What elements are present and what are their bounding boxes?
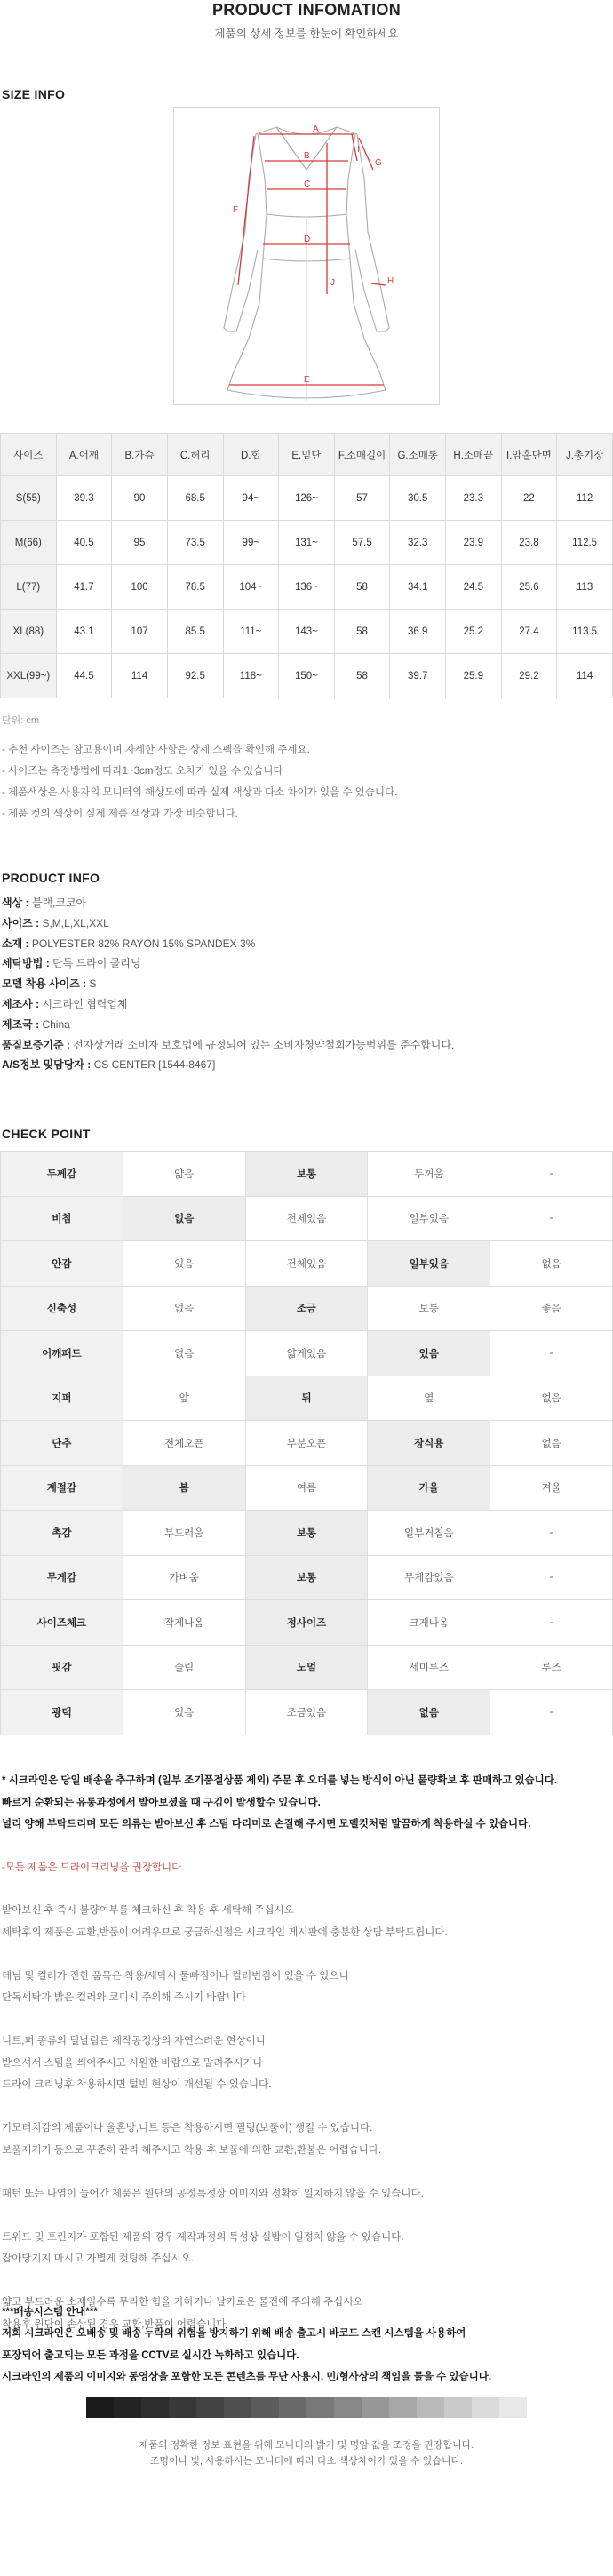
check-point-option: - [490, 1152, 613, 1197]
product-info-label: 모델 착용 사이즈 : [2, 977, 90, 991]
product-info-label: 제조사 : [2, 997, 43, 1010]
care-line: 잡아당기지 마시고 가볍게 컷팅해 주십시오. [2, 2253, 194, 2264]
check-point-option: 앞 [123, 1376, 245, 1421]
size-cell: 25.9 [446, 654, 502, 698]
product-info-item [2, 1055, 454, 1075]
size-cell: 30.5 [390, 476, 446, 521]
check-point-option: - [490, 1600, 613, 1646]
size-cell: 25.2 [446, 610, 502, 654]
size-cell: 99~ [223, 521, 279, 565]
size-table-row [1, 654, 613, 698]
size-table-row [1, 610, 613, 654]
size-cell: 24.5 [446, 565, 502, 610]
check-point-option: - [490, 1196, 613, 1241]
size-cell: 68.5 [167, 476, 223, 521]
size-cell: 43.1 [56, 610, 112, 654]
swatch-step [86, 2397, 114, 2418]
check-point-row [1, 1376, 613, 1421]
check-point-option: 루즈 [490, 1645, 613, 1690]
check-point-option: 있음 [123, 1690, 245, 1735]
product-info-value: 블랙,코코아 [31, 897, 87, 909]
size-cell: 39.3 [56, 476, 112, 521]
size-cell: 58 [334, 654, 390, 698]
size-cell: 90 [112, 476, 168, 521]
swatch-step [334, 2397, 362, 2418]
care-paragraph [2, 1966, 611, 2009]
product-info-item [2, 934, 454, 954]
check-point-label: 단추 [1, 1421, 123, 1466]
check-point-label: 사이즈체크 [1, 1600, 123, 1646]
product-info-label: 품질보증기준 : [2, 1038, 74, 1051]
swatch-step [362, 2397, 389, 2418]
check-point-option: 슬림 [123, 1645, 245, 1690]
check-point-label: 어깨패드 [1, 1331, 123, 1376]
size-note: - 제품 컷의 색상이 실제 제품 색상과 가장 비슷합니다. [2, 809, 238, 819]
notice-bold-lines [2, 1770, 611, 1836]
garment-size-diagram [173, 107, 440, 405]
check-point-option: 얇게있음 [245, 1331, 368, 1376]
care-line: 니트,퍼 종류의 털날림은 제작공정상의 자연스러운 현상이니 [2, 2036, 266, 2046]
size-cell: 57.5 [334, 521, 390, 565]
size-col-header: I.암홀단면 [501, 434, 557, 476]
care-instructions [2, 1900, 611, 2357]
size-cell: 94~ [223, 476, 279, 521]
check-point-row [1, 1555, 613, 1600]
check-point-option: 두꺼움 [368, 1152, 490, 1197]
size-note: - 사이즈는 측정방법에 따라1~3cm정도 오차가 있을 수 있습니다 [2, 766, 283, 777]
check-point-option: - [490, 1331, 613, 1376]
size-cell: 100 [112, 565, 168, 610]
product-info-item [2, 913, 454, 934]
check-point-option: 조금 [245, 1286, 368, 1331]
size-cell: 111~ [223, 610, 279, 654]
size-cell: 113 [557, 565, 613, 610]
product-info-list [2, 893, 454, 1075]
care-line: 단독세탁과 밝은 컬러와 코디시 주의해 주시기 바랍니다 [2, 1992, 246, 2003]
check-point-option: 옆 [368, 1376, 490, 1421]
size-col-header: H.소매끝 [446, 434, 502, 476]
swatch-step [444, 2397, 472, 2418]
size-cell: 95 [112, 521, 168, 565]
size-cell: 85.5 [167, 610, 223, 654]
check-point-option: 없음 [490, 1421, 613, 1466]
check-point-option: 장식용 [368, 1421, 490, 1466]
care-line: 얇고 부드러운 소재일수록 무리한 힘을 가하거나 날카로운 물건에 주의해 주십시오 [2, 2297, 363, 2308]
care-line: 데님 및 컬러가 진한 품목은 착용/세탁시 물빠짐이나 컬러번짐이 있을 수 있으니 [2, 1970, 349, 1982]
swatch-step [389, 2397, 417, 2418]
care-line: 드라이 크리닝후 착용하시면 털빈 현상이 개선될 수 있습니다. [2, 2079, 272, 2090]
size-cell: 104~ [223, 565, 279, 610]
check-point-option: - [490, 1690, 613, 1735]
check-point-label: 무게감 [1, 1555, 123, 1600]
swatch-step [472, 2397, 499, 2418]
swatch-step [251, 2397, 279, 2418]
size-note: - 제품색상은 사용자의 모니터의 해상도에 따라 실제 색상과 다소 차이가 있을 수 있습니다. [2, 787, 398, 798]
page-title: PRODUCT INFOMATION [211, 1, 402, 19]
check-point-option: 노멀 [245, 1645, 368, 1690]
check-point-option: 일부거칠음 [368, 1511, 490, 1556]
product-info-value: CS CENTER [1544-8467] [93, 1058, 216, 1072]
check-point-option: - [490, 1511, 613, 1556]
size-row-label: M(66) [1, 521, 57, 565]
check-point-option: 부드러움 [123, 1511, 245, 1556]
product-info-label: 소재 : [2, 937, 32, 950]
diagram-letter-b: B [304, 151, 310, 161]
diagram-letter-i: I [357, 145, 360, 155]
product-info-title: PRODUCT INFO [2, 871, 100, 885]
footer-line-1: 제품의 정확한 정보 표현을 위해 모니터의 밝기 및 명암 값을 조정을 권장합니다. [139, 2440, 474, 2451]
check-point-option: 보통 [245, 1511, 368, 1556]
size-cell: 58 [334, 610, 390, 654]
diagram-letter-a: A [313, 124, 319, 134]
size-cell: 23.8 [501, 521, 557, 565]
check-point-option: 없음 [368, 1690, 490, 1735]
size-cell: 41.7 [56, 565, 112, 610]
size-col-header: B.가슴 [112, 434, 168, 476]
size-cell: 92.5 [167, 654, 223, 698]
product-info-label: 세탁방법 : [2, 957, 53, 970]
check-point-row [1, 1331, 613, 1376]
check-point-option: 전체있음 [245, 1196, 368, 1241]
size-cell: 29.2 [501, 654, 557, 698]
product-info-item [2, 1035, 454, 1056]
product-info-value: 전자상거래 소비자 보호법에 규정되어 있는 소비자청약철회가능범위를 준수합니다. [73, 1038, 455, 1051]
check-point-label: 신축성 [1, 1286, 123, 1331]
size-cell: 143~ [279, 610, 335, 654]
delivery-lines [2, 2323, 611, 2389]
swatch-step [169, 2397, 196, 2418]
check-point-row [1, 1600, 613, 1646]
size-table-row [1, 565, 613, 610]
check-point-option: 얇음 [123, 1152, 245, 1197]
size-col-header: C.허리 [167, 434, 223, 476]
size-cell: 78.5 [167, 565, 223, 610]
check-point-option: 좋음 [490, 1286, 613, 1331]
care-paragraph [2, 2030, 611, 2096]
size-cell: 27.4 [501, 610, 557, 654]
care-line: 기모터치감의 제품이나 울혼방,니트 등은 착용하시면 필링(보풀이) 생길 수 있습니다. [2, 2123, 373, 2133]
product-info-item [2, 953, 454, 974]
size-cell: 32.3 [390, 521, 446, 565]
check-point-label: 계절감 [1, 1465, 123, 1511]
swatch-step [114, 2397, 141, 2418]
check-point-option: 없음 [123, 1286, 245, 1331]
check-point-row [1, 1421, 613, 1466]
swatch-step [196, 2397, 224, 2418]
diagram-letter-d: D [304, 235, 311, 244]
check-point-row [1, 1196, 613, 1241]
dry-clean-notice: -모든 제품은 드라이크리닝을 권장합니다. [2, 1862, 185, 1873]
size-cell: 126~ [279, 476, 335, 521]
check-point-option: 있음 [368, 1331, 490, 1376]
product-info-value: S [89, 977, 97, 991]
size-col-header: A.어깨 [56, 434, 112, 476]
page-header [0, 0, 613, 41]
size-cell: 136~ [279, 565, 335, 610]
care-paragraph [2, 2117, 611, 2161]
check-point-row [1, 1465, 613, 1511]
diagram-letter-j: J [330, 278, 335, 288]
size-cell: 114 [112, 654, 168, 698]
footer-line-2: 조명이나 빛, 사용하시는 모니터에 따라 다소 색상차이가 있을 수 있습니다. [149, 2456, 464, 2467]
check-point-option: 있음 [123, 1241, 245, 1287]
size-notes [2, 739, 397, 825]
check-point-option: 부분오픈 [245, 1421, 368, 1466]
size-cell: 112 [557, 476, 613, 521]
delivery-line: 시크라인의 제품의 이미지와 동영상을 포함한 모든 콘텐츠를 무단 사용시, 민/형사상의 책임을 물을 수 있습니다. [2, 2372, 492, 2382]
check-point-label: 광택 [1, 1690, 123, 1735]
size-cell: 150~ [279, 654, 335, 698]
size-cell: 57 [334, 476, 390, 521]
check-point-label: 촉감 [1, 1511, 123, 1556]
check-point-row [1, 1152, 613, 1197]
size-row-label: XXL(99~) [1, 654, 57, 698]
size-cell: 25.6 [501, 565, 557, 610]
care-line: 착용후 원단이 손상된 경우 교환,반품이 어렵습니다 [2, 2318, 227, 2330]
check-point-row [1, 1241, 613, 1287]
product-info-value: 시크라인 협력업체 [42, 997, 128, 1010]
size-cell: 36.9 [390, 610, 446, 654]
swatch-step [306, 2397, 334, 2418]
check-point-option: 가을 [368, 1465, 490, 1511]
size-table-row [1, 476, 613, 521]
check-point-option: 여름 [245, 1465, 368, 1511]
product-info-label: 색상 : [2, 897, 32, 909]
check-point-label: 안감 [1, 1241, 123, 1287]
care-line: 트위드 및 프린지가 포함된 제품의 경우 제작과정의 특성상 실밥이 일정치 않을 수 있습니다. [2, 2231, 404, 2243]
size-cell: 40.5 [56, 521, 112, 565]
size-cell: 112.5 [557, 521, 613, 565]
swatch-step [224, 2397, 251, 2418]
size-col-header: F.소매길이 [334, 434, 390, 476]
check-point-body [1, 1152, 613, 1735]
swatch-step [417, 2397, 444, 2418]
size-table-row [1, 521, 613, 565]
product-info-item [2, 994, 454, 1015]
notice-bold-line: * 시크라인은 당일 배송을 추구하며 (일부 조기품절상품 제외) 주문 후 오더를 넣는 방식이 아닌 물량확보 후 판매하고 있습니다. [2, 1775, 558, 1786]
check-point-option: - [490, 1555, 613, 1600]
check-point-label: 핏감 [1, 1645, 123, 1690]
size-cell: 118~ [223, 654, 279, 698]
size-cell: 39.7 [390, 654, 446, 698]
check-point-option: 없음 [123, 1196, 245, 1241]
size-cell: 58 [334, 565, 390, 610]
unit-label: 단위: cm [2, 715, 40, 726]
size-col-header: 사이즈 [1, 434, 57, 476]
monitor-color-swatch [86, 2397, 527, 2418]
diagram-letter-g: G [375, 158, 382, 168]
size-col-header: G.소매통 [390, 434, 446, 476]
product-info-item [2, 893, 454, 913]
delivery-line: 저희 시크라인은 오배송 및 배송 누락의 위험을 방지하기 위해 배송 출고시 바코드 스캔 시스템을 사용하여 [2, 2328, 466, 2339]
care-line: 세탁후의 제품은 교환,반품이 어려우므로 궁금하신점은 시크라인 게시판에 충분한 상담 부탁드립니다. [2, 1926, 448, 1938]
check-point-option: 겨울 [490, 1465, 613, 1511]
diagram-letter-e: E [304, 375, 310, 385]
check-point-option: 조금있음 [245, 1690, 368, 1735]
size-row-label: S(55) [1, 476, 57, 521]
check-point-option: 없음 [490, 1241, 613, 1287]
care-paragraph [2, 2227, 611, 2270]
product-info-value: S,M,L,XL,XXL [42, 916, 109, 929]
care-line: 보풀제거기 등으로 꾸준히 관리 해주시고 착용 후 보풀에 의한 교환,환불은 어렵습니다. [2, 2144, 382, 2156]
size-table-body [1, 476, 613, 698]
check-point-option: 크게나옴 [368, 1600, 490, 1646]
size-cell: 113.5 [557, 610, 613, 654]
check-point-option: 세미루즈 [368, 1645, 490, 1690]
check-point-option: 무게감있음 [368, 1555, 490, 1600]
size-row-label: L(77) [1, 565, 57, 610]
size-col-header: J.총기장 [557, 434, 613, 476]
check-point-option: 보통 [245, 1152, 368, 1197]
check-point-row [1, 1286, 613, 1331]
check-point-option: 뒤 [245, 1376, 368, 1421]
care-paragraph [2, 1900, 611, 1943]
size-cell: 34.1 [390, 565, 446, 610]
size-cell: 73.5 [167, 521, 223, 565]
notice-bold-line: 널리 양해 부탁드리며 모든 의류는 받아보신 후 스팀 다리미로 손질해 주시면 모델컷처럼 말끔하게 착용하실 수 있습니다. [2, 1819, 531, 1830]
swatch-step [141, 2397, 169, 2418]
size-cell: 23.3 [446, 476, 502, 521]
size-col-header: E.밑단 [279, 434, 335, 476]
check-point-row [1, 1645, 613, 1690]
size-cell: 131~ [279, 521, 335, 565]
size-cell: 22 [501, 476, 557, 521]
check-point-table [0, 1151, 613, 1735]
diagram-letter-h: H [387, 276, 394, 286]
check-point-row [1, 1511, 613, 1556]
care-line: 패턴 또는 나염이 들어간 제품은 원단의 공정특정상 이미지와 정확히 일치하지 않을 수 있습니다. [2, 2188, 424, 2199]
size-cell: 107 [112, 610, 168, 654]
size-col-header: D.힙 [223, 434, 279, 476]
check-point-option: 전체있음 [245, 1241, 368, 1287]
product-info-label: 제조국 : [2, 1017, 43, 1031]
product-info-label: 사이즈 : [2, 916, 43, 929]
notice-bold-line: 빠르게 순환되는 유통과정에서 발아보셨을 때 구김이 발생할수 있습니다. [2, 1797, 321, 1808]
check-point-option: 일부있음 [368, 1196, 490, 1241]
check-point-option: 정사이즈 [245, 1600, 368, 1646]
check-point-label: 두께감 [1, 1152, 123, 1197]
swatch-step [499, 2397, 527, 2418]
size-note: - 추천 사이즈는 참고용이며 자세한 사항은 상세 스펙을 확인해 주세요. [2, 745, 310, 755]
check-point-option: 가벼움 [123, 1555, 245, 1600]
size-table-header-row [1, 434, 613, 476]
check-point-option: 일부있음 [368, 1241, 490, 1287]
dress-sketch [174, 108, 439, 404]
product-info-value: China [42, 1017, 70, 1031]
care-paragraph [2, 2183, 611, 2205]
diagram-letter-c: C [304, 179, 311, 189]
check-point-row [1, 1690, 613, 1735]
check-point-option: 보통 [245, 1555, 368, 1600]
check-point-label: 지퍼 [1, 1376, 123, 1421]
check-point-option: 없음 [490, 1376, 613, 1421]
diagram-letter-f: F [233, 205, 239, 215]
size-table [0, 433, 613, 698]
size-cell: 23.9 [446, 521, 502, 565]
delivery-title: ***배송시스템 안내*** [2, 2307, 98, 2317]
check-point-label: 비침 [1, 1196, 123, 1241]
check-point-option: 없음 [123, 1331, 245, 1376]
check-point-option: 봄 [123, 1465, 245, 1511]
swatch-step [279, 2397, 306, 2418]
product-info-label: A/S정보 및담당자 : [2, 1058, 94, 1072]
delivery-line: 포장되어 출고되는 모든 과정을 CCTV로 실시간 녹화하고 있습니다. [2, 2349, 299, 2361]
check-point-option: 보통 [368, 1286, 490, 1331]
size-cell: 114 [557, 654, 613, 698]
check-point-option: 전체오픈 [123, 1421, 245, 1466]
size-cell: 44.5 [56, 654, 112, 698]
size-info-title: SIZE INFO [2, 87, 66, 101]
product-info-value: POLYESTER 82% RAYON 15% SPANDEX 3% [31, 937, 256, 950]
care-line: 받아보신 후 즉시 불량여부를 체크하신 후 착용 후 세탁해 주십시오 [2, 1905, 294, 1916]
size-row-label: XL(88) [1, 610, 57, 654]
product-info-item [2, 1015, 454, 1035]
page-subtitle: 제품의 상세 정보를 한눈에 확인하세요 [214, 28, 399, 40]
product-info-item [2, 974, 454, 994]
check-point-title: CHECK POINT [2, 1127, 91, 1141]
care-line: 받으셔서 스팀을 씌어주시고 시원한 바람으로 말려주시거나 [2, 2057, 263, 2069]
check-point-option: 작게나옴 [123, 1600, 245, 1646]
product-info-value: 단독 드라이 클리닝 [52, 957, 141, 970]
